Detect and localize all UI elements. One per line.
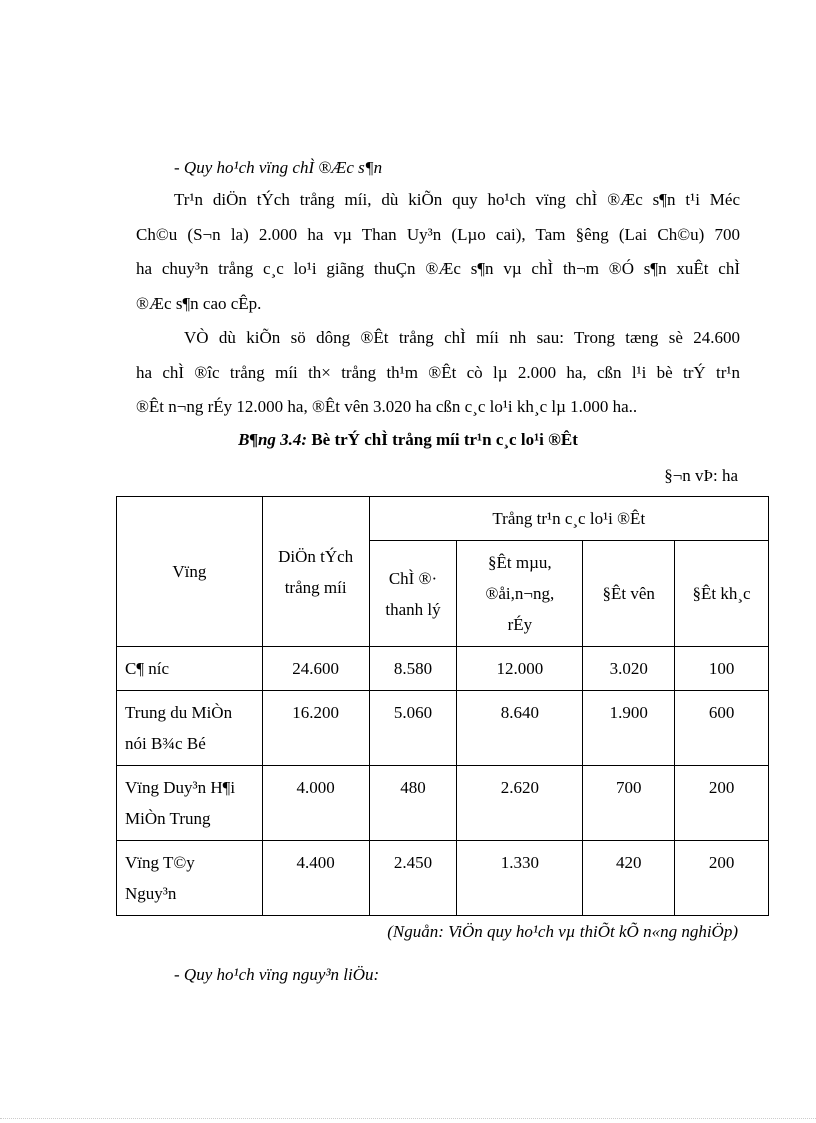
cell-other: 200	[675, 766, 769, 841]
header-upland-line1: §Êt mµu,	[488, 553, 552, 572]
header-upland-line2: ®åi,n¬ng,	[485, 584, 555, 603]
header-upland-line3: rÉy	[507, 615, 533, 634]
cell-garden: 420	[583, 841, 675, 916]
table-caption	[0, 430, 816, 450]
cell-area: 4.400	[262, 841, 369, 916]
cell-tea-cleared: 2.450	[369, 841, 457, 916]
cell-garden: 700	[583, 766, 675, 841]
paragraph-line: ®Êt n¬ng rÉy 12.000 ha, ®Êt vên 3.020 ha cßn c¸c lo¹i kh¸c lµ 1.000 ha..	[136, 397, 638, 416]
cell-region	[117, 647, 263, 691]
table-row	[117, 647, 769, 691]
table-row	[117, 766, 769, 841]
cell-region-line1: C¶ níc	[125, 659, 170, 678]
header-new-area-line2: trång míi	[284, 577, 347, 597]
paragraph-land-use	[136, 321, 740, 425]
cell-other: 600	[675, 691, 769, 766]
cell-region	[117, 691, 263, 766]
paragraph-line: VÒ dù kiÕn sö dông ®Êt trång chÌ míi nh sau: Trong tæng sè 24.600	[184, 328, 740, 347]
cell-region	[117, 841, 263, 916]
cell-area: 24.600	[262, 647, 369, 691]
paragraph-line: ha chuy³n trång c¸c lo¹i giãng thuÇn ®Æc s¶n vµ chÌ th¬m ®Ó s¶n xuÊt chÌ	[136, 259, 740, 278]
paragraph-line: Tr¹n diÖn tÝch trång míi, dù kiÕn quy ho¹ch vïng chÌ ®Æc s¶n t¹i Méc	[174, 190, 740, 209]
cell-upland: 1.330	[457, 841, 583, 916]
table-row	[117, 841, 769, 916]
cell-region	[117, 766, 263, 841]
cell-tea-cleared: 480	[369, 766, 457, 841]
table-header-row	[117, 497, 769, 541]
header-tea-cleared-line2: thanh lý	[385, 599, 441, 619]
section-heading-raw-material: - Quy ho¹ch vïng nguy³n liÖu:	[174, 965, 380, 984]
header-tea-cleared	[369, 541, 457, 647]
cell-other: 200	[675, 841, 769, 916]
cell-region-line2: MiÒn Trung	[125, 809, 211, 828]
page-bottom-divider	[0, 1118, 816, 1119]
cell-garden: 3.020	[583, 647, 675, 691]
data-table	[116, 496, 769, 916]
cell-region-line1: Vïng T©y	[125, 853, 195, 872]
cell-region-line2: Nguy³n	[125, 884, 177, 903]
header-region: Vïng	[117, 497, 263, 647]
header-upland	[457, 541, 583, 647]
section-heading-specialty-tea: - Quy ho¹ch vïng chÌ ®Æc s¶n	[174, 158, 383, 177]
cell-area: 4.000	[262, 766, 369, 841]
paragraph-line: ha chÌ ®îc trång míi th× trång th¹m ®Êt cò lµ 2.000 ha, cßn l¹i bè trÝ tr¹n	[136, 362, 740, 382]
paragraph-line: Ch©u (S¬n la) 2.000 ha vµ Than Uy³n (Lµo cai), Tam §êng (Lai Ch©u) 700	[136, 224, 740, 244]
header-other: §Êt kh¸c	[675, 541, 769, 647]
cell-upland: 12.000	[457, 647, 583, 691]
paragraph-line: ®Æc s¶n cao cÊp.	[136, 293, 262, 313]
header-new-area-line1: DiÖn tÝch	[278, 546, 354, 566]
header-new-area	[262, 497, 369, 647]
table-unit: §¬n vÞ: ha	[664, 466, 738, 485]
table-source-note: (Nguån: ViÖn quy ho¹ch vµ thiÕt kÕ n«ng nghiÖp)	[387, 922, 738, 941]
table-row	[117, 691, 769, 766]
cell-region-line1: Vïng Duy³n H¶i	[125, 778, 236, 797]
cell-upland: 2.620	[457, 766, 583, 841]
cell-garden: 1.900	[583, 691, 675, 766]
header-garden: §Êt vên	[583, 541, 675, 647]
table-caption-number: B¶ng 3.4:	[238, 430, 308, 449]
cell-upland: 8.640	[457, 691, 583, 766]
header-land-types-group: Trång tr¹n c¸c lo¹i ®Êt	[369, 497, 768, 541]
cell-area: 16.200	[262, 691, 369, 766]
paragraph-specialty-tea	[136, 183, 740, 321]
cell-other: 100	[675, 647, 769, 691]
cell-region-line1: Trung du MiÒn	[125, 703, 233, 722]
cell-region-line2: nói B¾c Bé	[125, 734, 206, 753]
header-tea-cleared-line1: ChÌ ®·	[388, 568, 438, 588]
table-caption-title: Bè trÝ chÌ trång míi tr¹n c¸c lo¹i ®Êt	[307, 430, 578, 449]
cell-tea-cleared: 5.060	[369, 691, 457, 766]
cell-tea-cleared: 8.580	[369, 647, 457, 691]
